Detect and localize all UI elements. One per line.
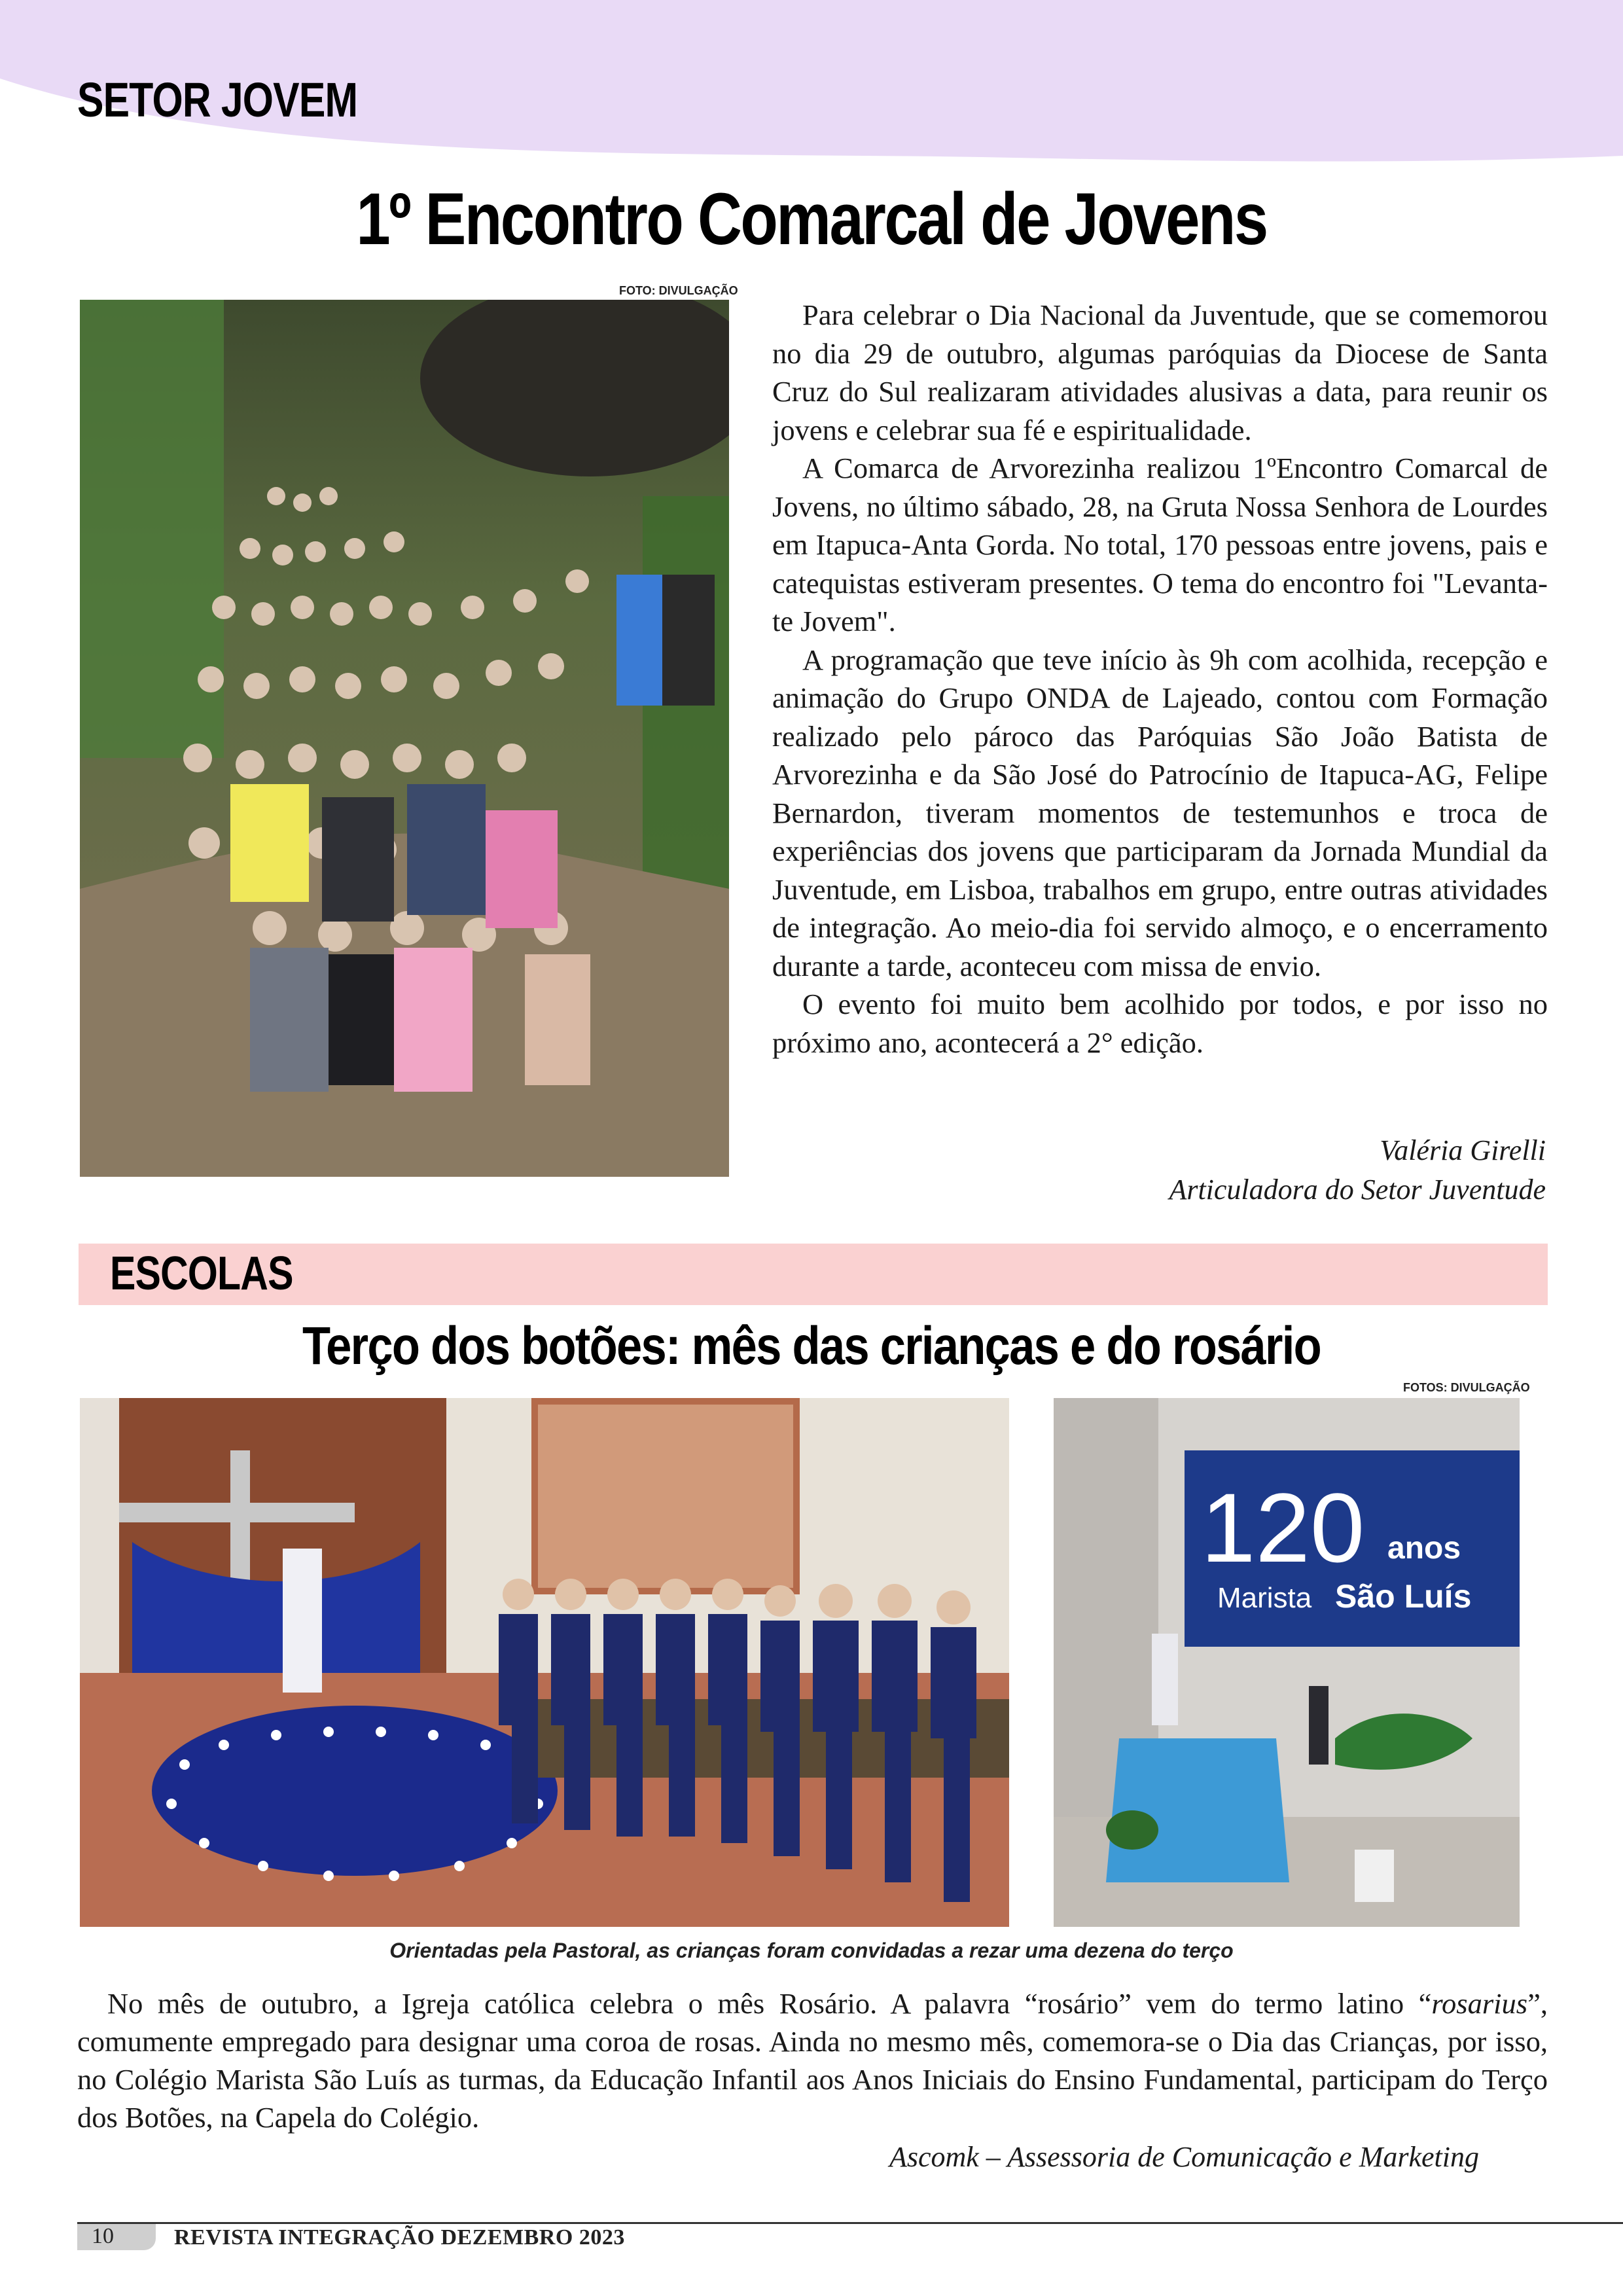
article-paragraph: A Comarca de Arvorezinha realizou 1ºEncontro Comarcal de Jovens, no último sábado, 28, na Gruta Nossa Senhora de Lourdes em Itapuca-Anta Gorda. No total, 170 pessoas entre jovens, pais e catequistas estiveram presentes. O tema do encontro foi "Levanta-te Jovem". <box>772 452 1548 637</box>
author-name: Valéria Girelli <box>1380 1134 1546 1166</box>
page-number-box <box>77 2224 156 2250</box>
chapel-photo <box>80 1398 1009 1927</box>
photo-credit: FOTOS: DIVULGAÇÃO <box>1403 1381 1530 1394</box>
page-number: 10 <box>92 2224 114 2248</box>
article-headline: 1º Encontro Comarcal de Jovens <box>356 178 1267 260</box>
banner-marista: Marista <box>1217 1582 1312 1614</box>
banner-sao-luis: São Luís <box>1335 1578 1472 1615</box>
author-role: Articuladora do Setor Juventude <box>1169 1174 1546 1206</box>
section-label-setor-jovem: SETOR JOVEM <box>77 73 358 127</box>
magazine-title: REVISTA INTEGRAÇÃO DEZEMBRO 2023 <box>174 2225 625 2250</box>
article-signature <box>1169 1131 1546 1210</box>
article-headline: Terço dos botões: mês das crianças e do rosário <box>302 1316 1321 1376</box>
article-paragraph: O evento foi muito bem acolhido por todos, e por isso no próximo ano, acontecerá a 2° edição. <box>772 988 1548 1059</box>
section-band <box>79 1244 1548 1305</box>
banner-number: 120 <box>1201 1473 1365 1583</box>
banner-photo <box>1054 1398 1520 1927</box>
banner-anos: anos <box>1387 1531 1461 1566</box>
article-paragraph: A programação que teve início às 9h com acolhida, recepção e animação do Grupo ONDA de Lajeado, contou com Formação realizado pelo pároco das Paróquias São João Batista de Arvorezinha e da São José do Patrocínio de Itapuca-AG, Felipe Bernardon, tiveram momentos de testemunhos e troca de experiências dos jovens que participaram da Jornada Mundial da Juventude, em Lisboa, trabalhos em grupo, entre outras atividades de integração. Ao meio-dia foi servido almoço, e o encerramento durante a tarde, aconteceu com missa de envio. <box>772 643 1548 982</box>
section-label-escolas: ESCOLAS <box>110 1247 293 1300</box>
article-paragraph: No mês de outubro, a Igreja católica celebra o mês Rosário. A palavra “rosário” vem do termo latino “rosarius”, comumente empregado para designar uma coroa de rosas. Ainda no mesmo mês, comemora-se o Dia das Crianças, por isso, no Colégio Marista São Luís as turmas, da Educação Infantil aos Anos Iniciais do Ensino Fundamental, participam do Terço dos Botões, na Capela do Colégio. <box>77 1987 1548 2134</box>
article-body <box>77 1984 1548 2136</box>
latin-term: rosarius <box>1431 1987 1528 2020</box>
photo-caption: Orientadas pela Pastoral, as crianças foram convidadas a rezar uma dezena do terço <box>389 1939 1234 1962</box>
footer-rule <box>77 2222 1623 2224</box>
article-body <box>772 296 1548 1062</box>
article-paragraph: Para celebrar o Dia Nacional da Juventude, que se comemorou no dia 29 de outubro, algumas paróquias da Diocese de Santa Cruz do Sul realizaram atividades alusivas a data, para reunir os jovens e celebrar sua fé e espiritualidade. <box>772 298 1548 446</box>
group-photo <box>80 300 729 1177</box>
photo-credit: FOTO: DIVULGAÇÃO <box>619 284 738 297</box>
article-signature: Ascomk – Assessoria de Comunicação e Marketing <box>889 2141 1479 2173</box>
